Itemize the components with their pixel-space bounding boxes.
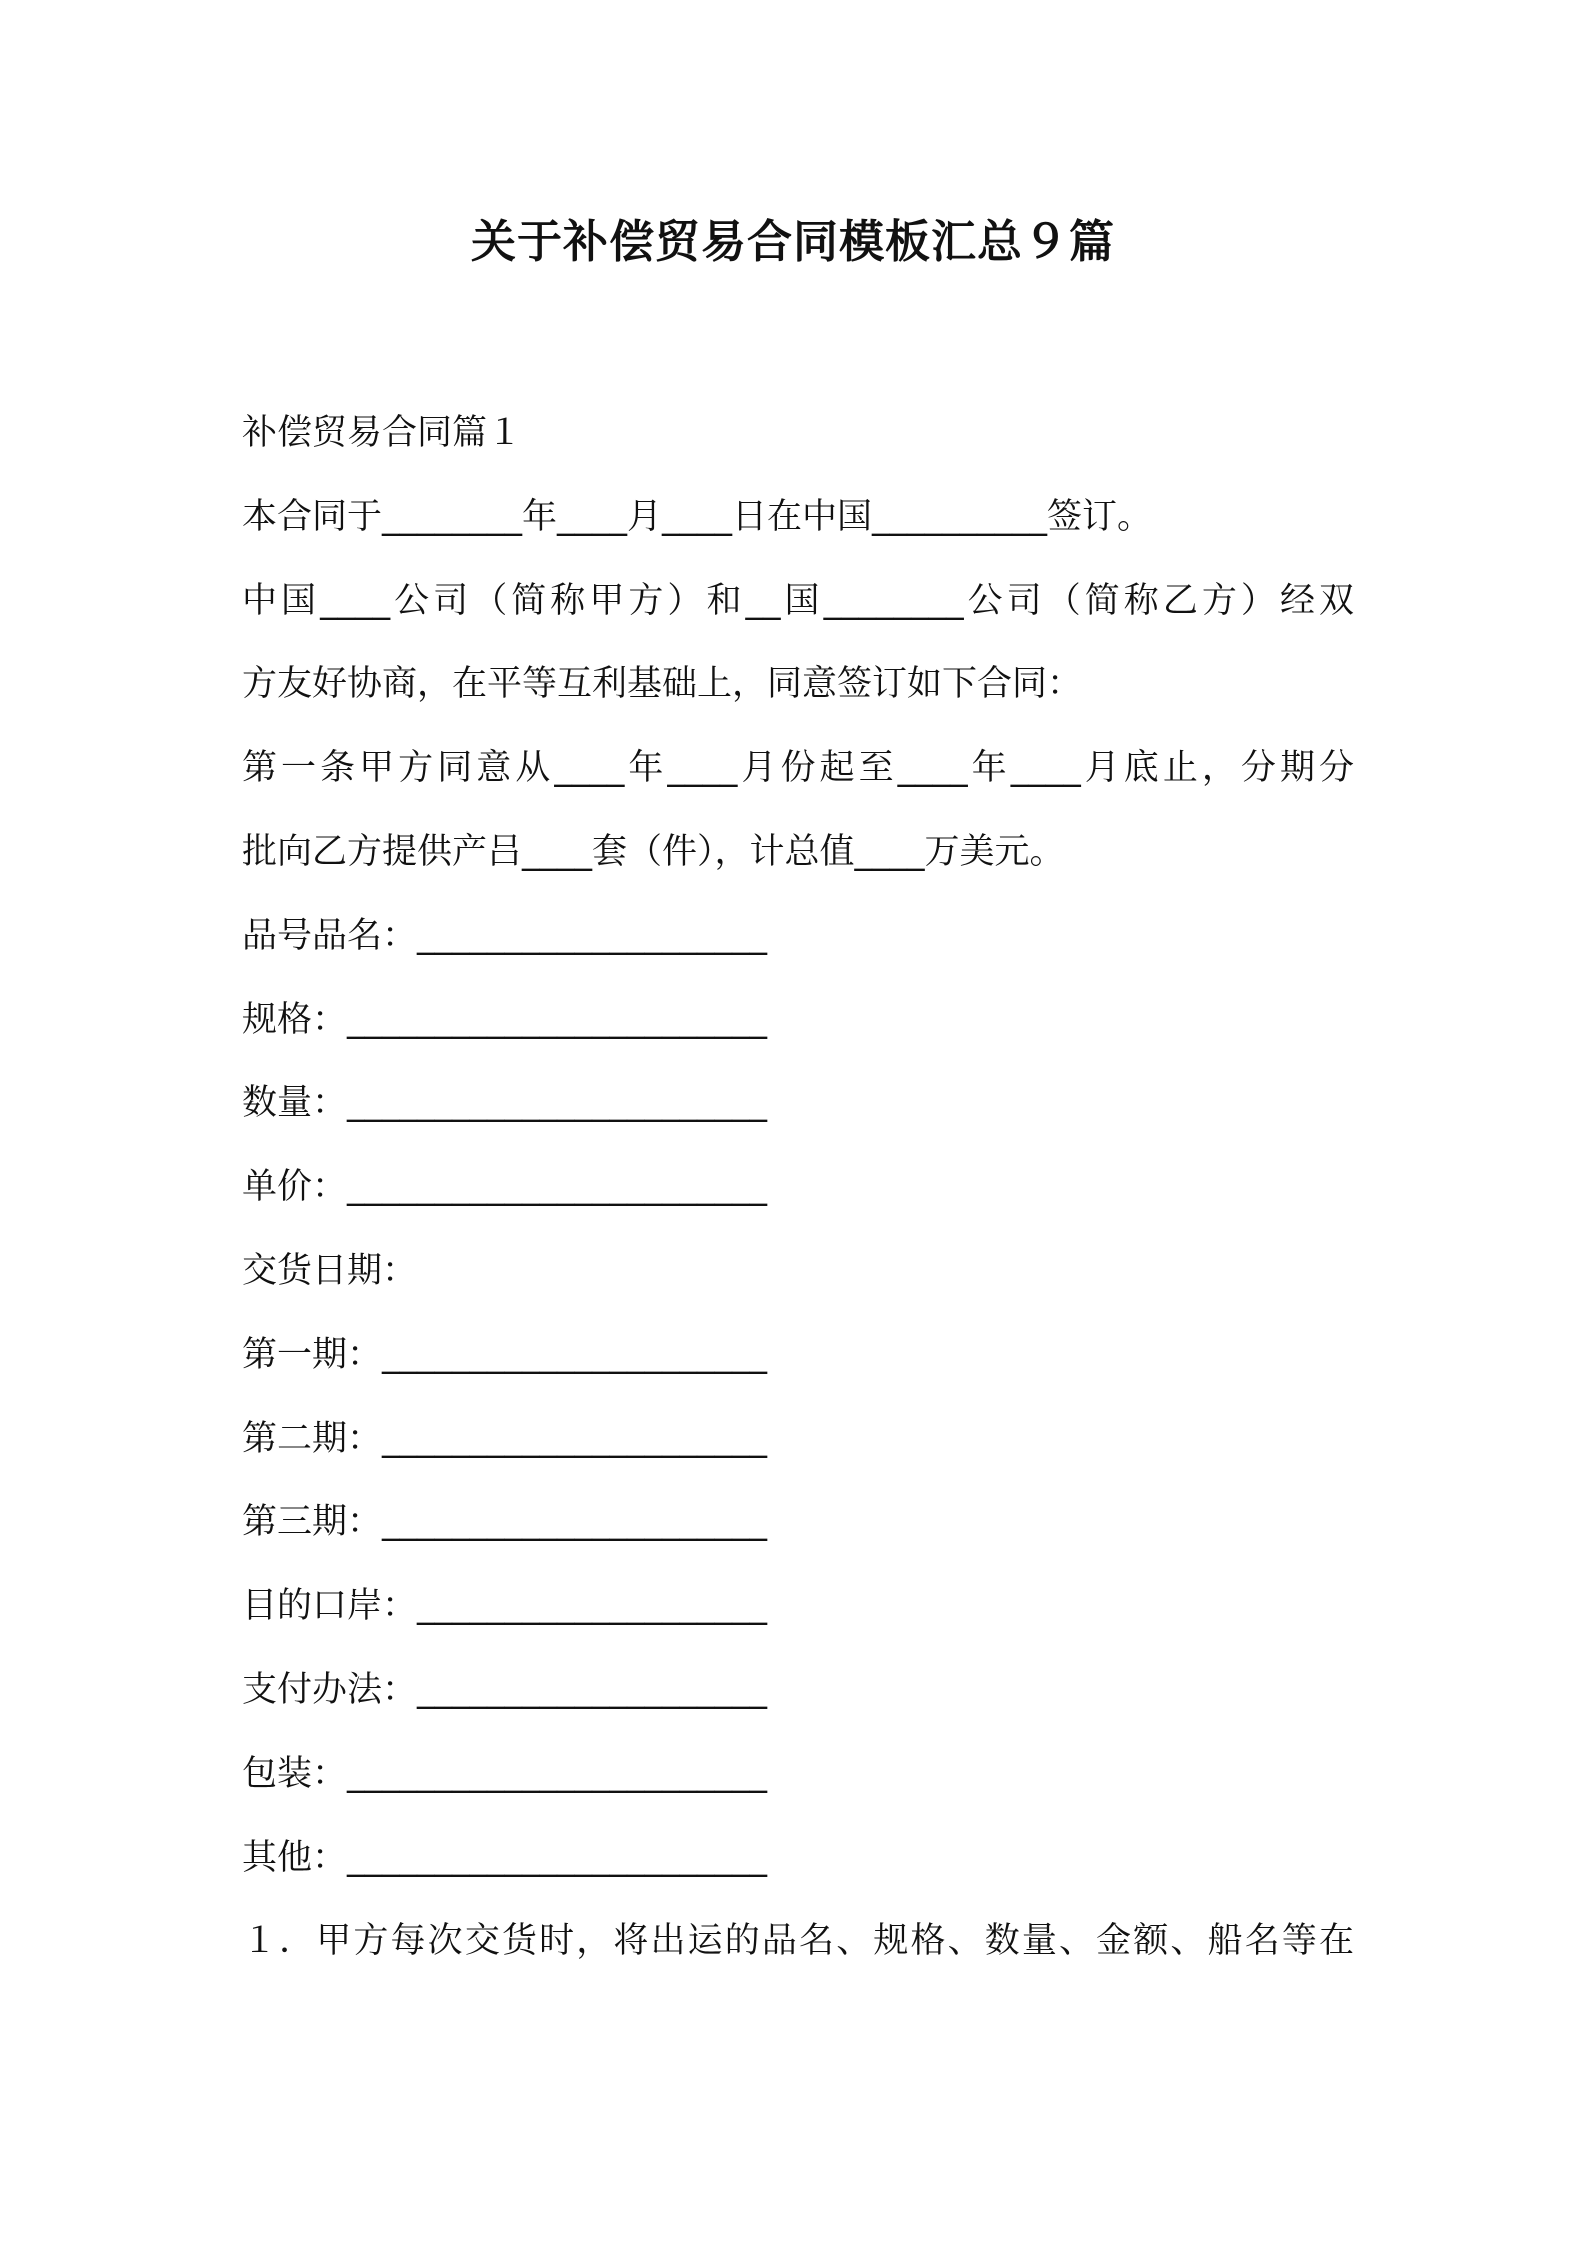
document-title: 关于补偿贸易合同模板汇总９篇 <box>470 215 1115 268</box>
paragraph-line: 批向乙方提供产吕____套（件），计总值____万美元。 <box>242 831 1065 872</box>
form-field-line: 第一期：______________________ <box>242 1334 768 1375</box>
section-heading: 补偿贸易合同篇１ <box>242 413 523 453</box>
paragraph-line: 方友好协商，在平等互利基础上，同意签订如下合同： <box>242 664 1083 705</box>
form-field-line: 第三期：______________________ <box>242 1502 768 1543</box>
form-field-line: 其他：________________________ <box>242 1837 768 1878</box>
document-body <box>242 406 1362 1998</box>
form-field-line: 规格：________________________ <box>242 999 768 1040</box>
form-field-line: 单价：________________________ <box>242 1167 768 1208</box>
paragraph-line: 中国____公司（简称甲方）和__国________公司（简称乙方）经双 <box>242 580 1354 621</box>
paragraph-line: 第一条甲方同意从____年____月份起至____年____月底止，分期分 <box>242 748 1354 789</box>
form-field-line: 支付办法：____________________ <box>242 1669 768 1710</box>
form-field-line: 第二期：______________________ <box>242 1418 768 1459</box>
form-field-line: 品号品名：____________________ <box>242 915 768 956</box>
form-field-line: 数量：________________________ <box>242 1083 768 1124</box>
paragraph-line: １．甲方每次交货时，将出运的品名、规格、数量、金额、船名等在 <box>242 1921 1354 1962</box>
form-field-line: 目的口岸：____________________ <box>242 1586 768 1627</box>
form-field-line: 包装：________________________ <box>242 1753 768 1794</box>
paragraph-line: 本合同于________年____月____日在中国__________签订。 <box>242 496 1153 537</box>
form-field-line: 交货日期： <box>242 1250 418 1291</box>
